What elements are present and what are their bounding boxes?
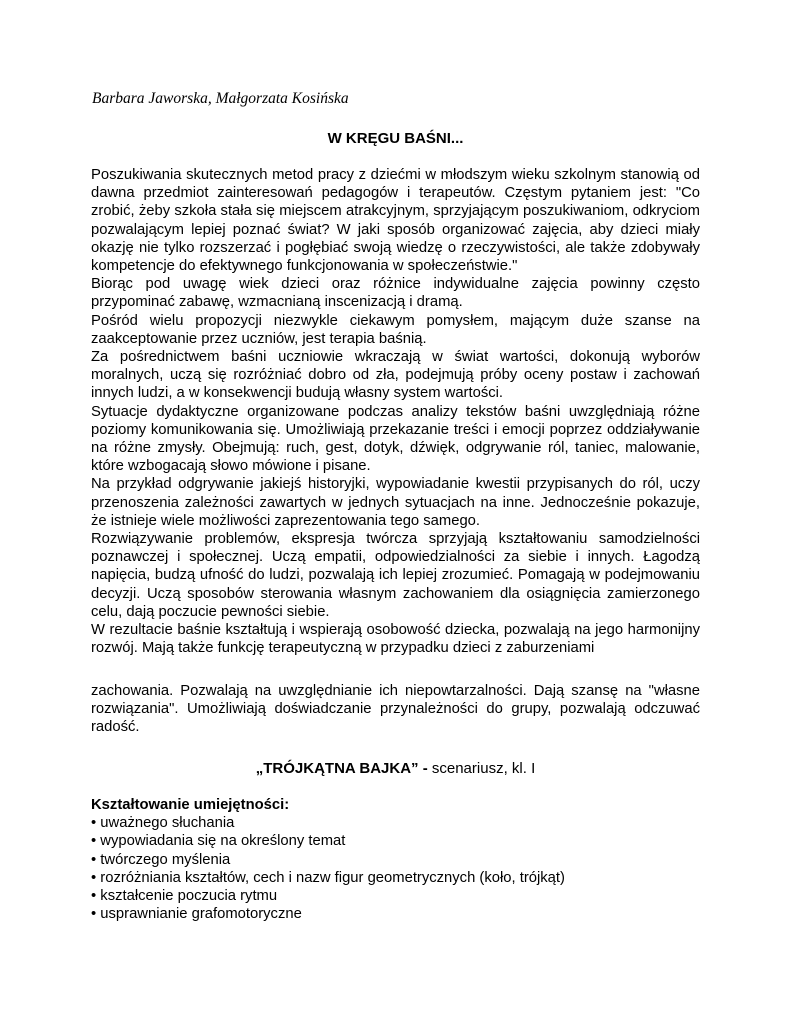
scenario-subtitle: scenariusz, kl. I	[427, 760, 536, 777]
body-text-part1	[91, 166, 700, 657]
paragraph: Za pośrednictwem baśni uczniowie wkraczają w świat wartości, dokonują wyborów moralnych, uczą się rozróżniać dobro od zła, podejmują próby oceny postaw i zachowań innych ludzi, a w konsekwencji budują własny system wartości.	[91, 349, 700, 402]
paragraph: Poszukiwania skutecznych metod pracy z dziećmi w młodszym wieku szkolnym stanowią od dawna przedmiot zainteresowań pedagogów i terapeutów. Częstym pytaniem jest: "Co zrobić, żeby szkoła stała się miejscem atrakcyjnym, sprzyjającym poszukiwaniom, odkryciom pozwalającym lepiej poznać świat? W jaki sposób organizować zajęcia, aby dzieci miały okazję nie tylko rozszerzać i pogłębiać swoją wiedzę o rzeczywistości, ale także zdobywały kompetencje do efektywnego funkcjonowania w społeczeństwie."	[91, 167, 700, 275]
list-item: • wypowiadania się na określony temat	[91, 832, 565, 850]
paragraph: Rozwiązywanie problemów, ekspresja twórcza sprzyjają kształtowaniu samodzielności poznawczej i społecznej. Uczą empatii, odpowiedzialności za siebie i innych. Łagodzą napięcia, budzą ufność do ludzi, pozwalają ich lepiej zrozumieć. Pomagają w podejmowaniu decyzji. Uczą sposobów sterowania własnym zachowaniem dla osiągnięcia zamierzonego celu, dają poczucie pewności siebie.	[91, 531, 700, 620]
paragraph: zachowania. Pozwalają na uwzględnianie ich niepowtarzalności. Dają szansę na "własne rozwiązania". Umożliwiają doświadczanie przynależności do grupy, pozwalają odczuwać radość.	[91, 683, 700, 736]
skills-section	[91, 796, 565, 923]
scenario-heading	[0, 760, 791, 777]
skills-list	[91, 814, 565, 923]
list-item: • rozróżniania kształtów, cech i nazw figur geometrycznych (koło, trójkąt)	[91, 869, 565, 887]
list-item: • kształcenie poczucia rytmu	[91, 887, 565, 905]
list-item: • usprawnianie grafomotoryczne	[91, 905, 565, 923]
document-title: W KRĘGU BAŚNI...	[327, 130, 464, 147]
paragraph: Pośród wielu propozycji niezwykle ciekawym pomysłem, mającym duże szanse na zaakceptowanie przez uczniów, jest terapia baśnią.	[91, 312, 700, 347]
scenario-title: „TRÓJKĄTNA BAJKA” -	[255, 760, 428, 777]
paragraph: Sytuacje dydaktyczne organizowane podczas analizy tekstów baśni uwzględniają różne poziomy komunikowania się. Umożliwiają przekazanie treści i emocji poprzez oddziaływanie na różne zmysły. Obejmują: ruch, gest, dotyk, dźwięk, odgrywanie ról, taniec, malowanie, które wzbogacają słowo mówione i pisane.	[91, 403, 700, 475]
paragraph: W rezultacie baśnie kształtują i wspierają osobowość dziecka, pozwalają na jego harmonijny rozwój. Mają także funkcję terapeutyczną w przypadku dzieci z zaburzeniami	[91, 622, 700, 657]
paragraph: Na przykład odgrywanie jakiejś historyjki, wypowiadanie kwestii przypisanych do ról, uczy przenoszenia zależności zawartych w jednych sytuacjach na inne. Jednocześnie pokazuje, że istnieje wiele możliwości zaprezentowania tego samego.	[91, 476, 700, 529]
list-item: • uważnego słuchania	[91, 814, 565, 832]
authors-line: Barbara Jaworska, Małgorzata Kosińska	[92, 90, 349, 107]
body-text-part2	[91, 682, 700, 737]
paragraph: Biorąc pod uwagę wiek dzieci oraz różnice indywidualne zajęcia powinny często przypominać zabawę, wzmacnianą inscenizacją i dramą.	[91, 276, 700, 311]
skills-heading: Kształtowanie umiejętności:	[91, 797, 290, 813]
list-item: • twórczego myślenia	[91, 851, 565, 869]
